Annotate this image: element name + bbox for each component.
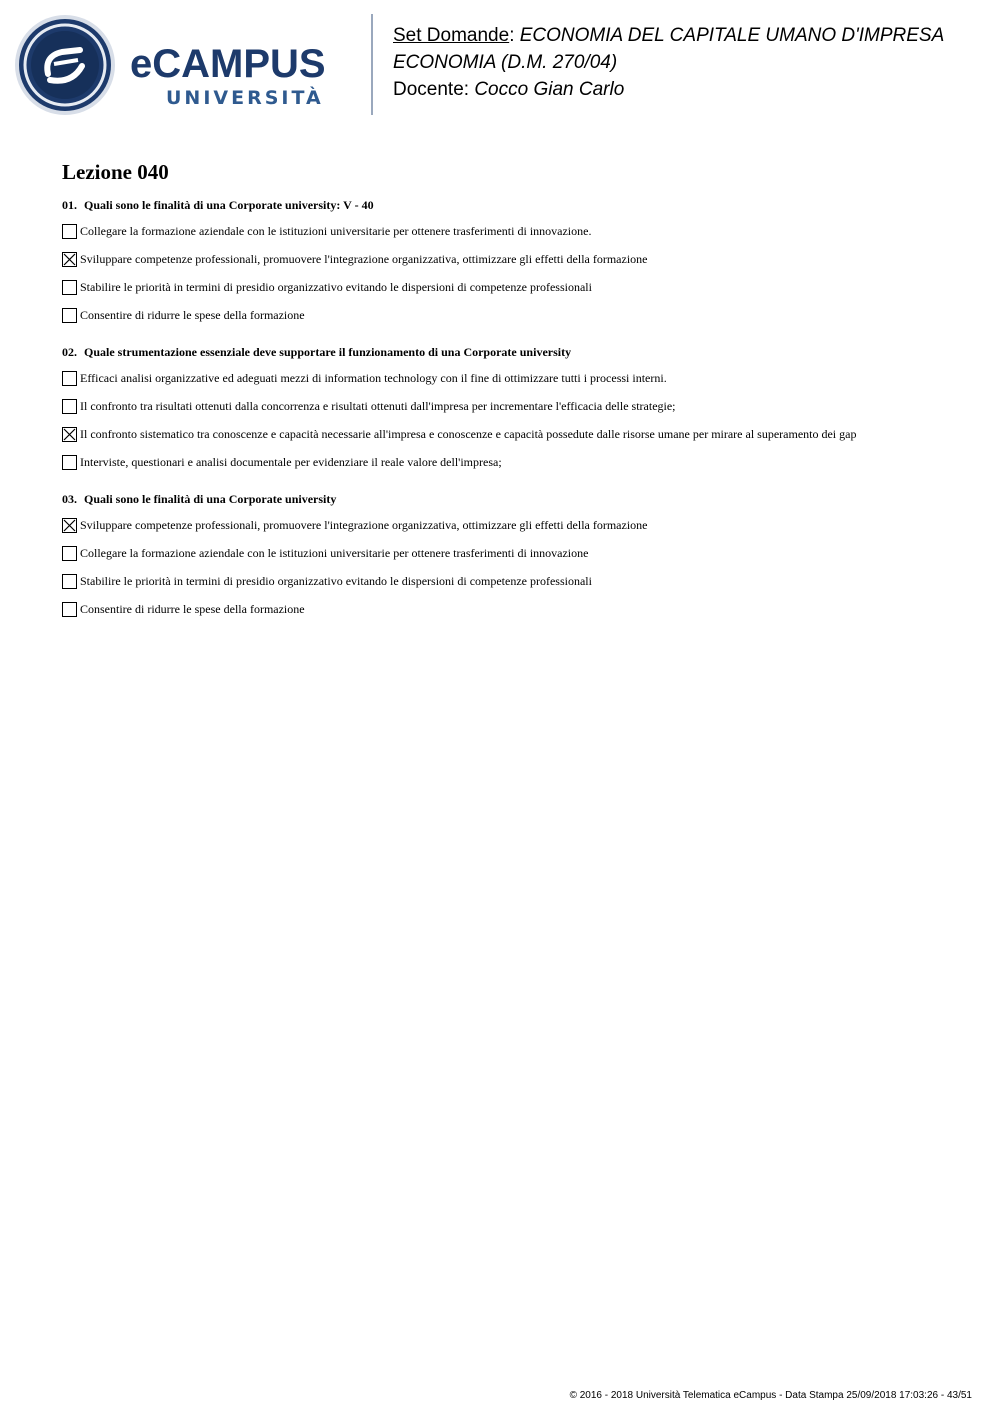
header-divider <box>371 14 373 115</box>
question-text: Quali sono le finalità di una Corporate university <box>84 492 337 506</box>
answer-option-text: Efficaci analisi organizzative ed adeguati mezzi di information technology con il fine di ottimizzare tutti i processi interni. <box>80 370 667 385</box>
checkbox-empty-icon[interactable] <box>62 602 77 617</box>
checkbox-empty-icon[interactable] <box>62 280 77 295</box>
answer-option[interactable] <box>62 301 962 329</box>
checkbox-checked-icon[interactable] <box>62 518 77 533</box>
answer-option-text: Stabilire le priorità in termini di presidio organizzativo evitando le dispersioni di competenze professionali <box>80 279 592 294</box>
answer-option-text: Il confronto sistematico tra conoscenze e capacità necessarie all'impresa e conoscenze e capacità possedute dalle risorse umane per mirare al superamento dei gap <box>80 426 857 441</box>
answer-option[interactable] <box>62 420 962 448</box>
docente-value: Cocco Gian Carlo <box>474 79 625 100</box>
question-text: Quale strumentazione essenziale deve supportare il funzionamento di una Corporate university <box>84 345 572 359</box>
checkbox-empty-icon[interactable] <box>62 308 77 323</box>
answer-option[interactable] <box>62 448 962 476</box>
set-domande-line: Set Domande: ECONOMIA DEL CAPITALE UMANO D'IMPRESA <box>393 25 945 46</box>
checkbox-checked-icon[interactable] <box>62 252 77 267</box>
answer-option-text: Sviluppare competenze professionali, promuovere l'integrazione organizzativa, ottimizzare gli effetti della formazione <box>80 517 648 532</box>
course-info <box>393 22 993 103</box>
answer-option-text: Consentire di ridurre le spese della formazione <box>80 307 305 322</box>
question-heading <box>62 490 962 508</box>
question-block <box>62 196 962 329</box>
ecampus-seal-logo <box>14 14 116 116</box>
docente-label: Docente: <box>393 79 475 100</box>
page-footer: © 2016 - 2018 Università Telematica eCampus - Data Stampa 25/09/2018 17:03:26 - 43/51 <box>569 1390 972 1401</box>
checkbox-empty-icon[interactable] <box>62 399 77 414</box>
answer-option[interactable] <box>62 392 962 420</box>
checkbox-empty-icon[interactable] <box>62 455 77 470</box>
answer-option-text: Collegare la formazione aziendale con le istituzioni universitarie per ottenere trasferimenti di innovazione <box>80 545 589 560</box>
page-header <box>0 0 1000 130</box>
questions-list <box>62 196 962 637</box>
answer-option-text: Collegare la formazione aziendale con le istituzioni universitarie per ottenere trasferimenti di innovazione. <box>80 223 592 238</box>
checkbox-checked-icon[interactable] <box>62 427 77 442</box>
answer-option-text: Stabilire le priorità in termini di presidio organizzativo evitando le dispersioni di competenze professionali <box>80 573 592 588</box>
logo-subtitle-text: UNIVERSITÀ <box>166 87 324 109</box>
question-number: 03. <box>62 492 77 506</box>
answer-option[interactable] <box>62 595 962 623</box>
checkbox-empty-icon[interactable] <box>62 224 77 239</box>
question-heading <box>62 196 962 214</box>
set-domande-value: ECONOMIA DEL CAPITALE UMANO D'IMPRESA <box>519 25 945 46</box>
answer-option[interactable] <box>62 511 962 539</box>
docente-line <box>393 76 993 103</box>
answer-option-text: Il confronto tra risultati ottenuti dalla concorrenza e risultati ottenuti dall'impresa per incrementare l'efficacia delle strategie; <box>80 398 676 413</box>
question-block <box>62 343 962 476</box>
question-number: 02. <box>62 345 77 359</box>
lesson-title: Lezione 040 <box>62 160 169 184</box>
answer-option[interactable] <box>62 567 962 595</box>
answer-option-text: Sviluppare competenze professionali, promuovere l'integrazione organizzativa, ottimizzare gli effetti della formazione <box>80 251 648 266</box>
answer-option[interactable] <box>62 245 962 273</box>
checkbox-empty-icon[interactable] <box>62 546 77 561</box>
question-heading <box>62 343 962 361</box>
question-text: Quali sono le finalità di una Corporate university: V - 40 <box>84 198 374 212</box>
answer-option[interactable] <box>62 364 962 392</box>
answer-option[interactable] <box>62 217 962 245</box>
checkbox-empty-icon[interactable] <box>62 371 77 386</box>
set-domande-value-cont: ECONOMIA (D.M. 270/04) <box>393 52 618 73</box>
set-domande-label: Set Domande <box>393 25 510 46</box>
answer-option-text: Interviste, questionari e analisi documentale per evidenziare il reale valore dell'impresa; <box>80 454 502 469</box>
answer-option[interactable] <box>62 539 962 567</box>
question-number: 01. <box>62 198 77 212</box>
answer-option-text: Consentire di ridurre le spese della formazione <box>80 601 305 616</box>
checkbox-empty-icon[interactable] <box>62 574 77 589</box>
answer-option[interactable] <box>62 273 962 301</box>
question-block <box>62 490 962 623</box>
logo-brand-text: eCAMPUS <box>130 42 326 86</box>
ecampus-wordmark <box>130 44 326 110</box>
